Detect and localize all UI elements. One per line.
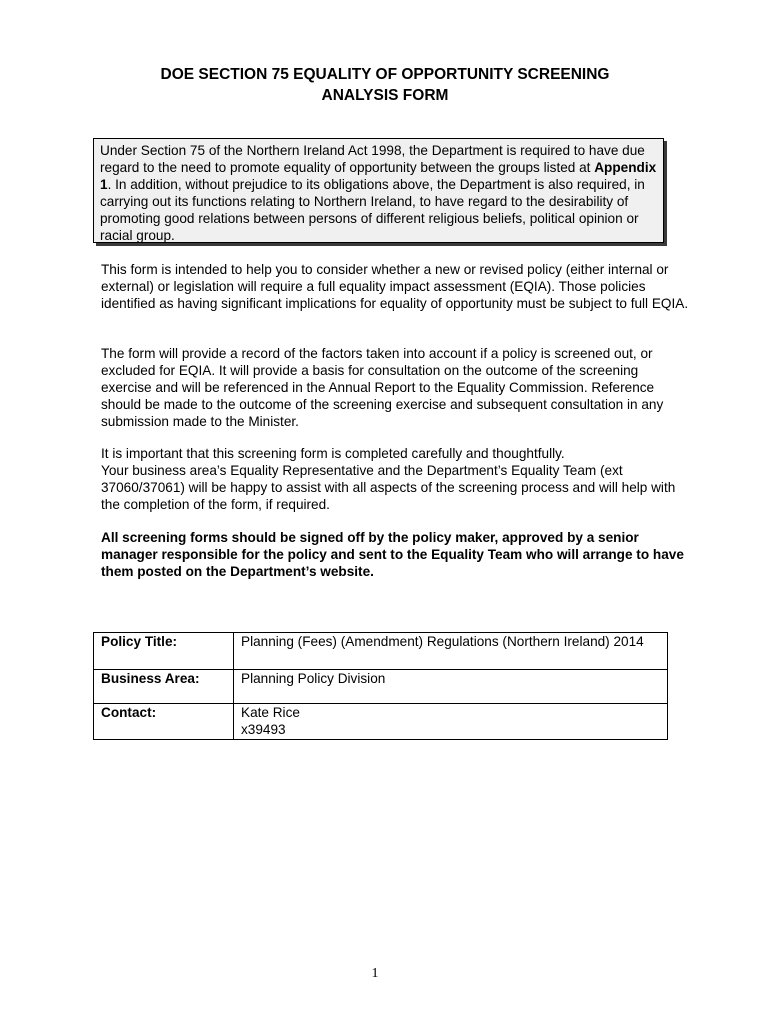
table-row bbox=[94, 704, 668, 740]
paragraph-purpose: This form is intended to help you to consider whether a new or revised policy (either internal or external) or legislation will require a full equality impact assessment (EQIA). Those policies identified as having significant implications for equality of opportunity must be subject to full EQIA. bbox=[101, 262, 689, 311]
contact-label: Contact: bbox=[94, 704, 234, 740]
contact-name: Kate Rice bbox=[241, 705, 300, 720]
paragraph-signoff: All screening forms should be signed off by the policy maker, approved by a senior manager responsible for the policy and sent to the Equality Team who will arrange to have them posted on the Department’s website. bbox=[101, 530, 684, 579]
paragraph-record: The form will provide a record of the factors taken into account if a policy is screened out, or excluded for EQIA. It will provide a basis for consultation on the outcome of the screening exercise and will be referenced in the Annual Report to the Equality Commission. Reference should be made to the outcome of the screening exercise and subsequent consultation in any submission made to the Minister. bbox=[101, 346, 664, 429]
policy-info-table bbox=[93, 632, 668, 740]
paragraph-assistance bbox=[101, 446, 691, 514]
business-area-label: Business Area: bbox=[94, 670, 234, 704]
policy-title-label: Policy Title: bbox=[94, 633, 234, 670]
business-area-value: Planning Policy Division bbox=[234, 670, 668, 704]
table-row bbox=[94, 633, 668, 670]
intro-text-end: . In addition, without prejudice to its obligations above, the Department is also required, in carrying out its functions relating to Northern Ireland, to have regard to the desirability of promoting good relations between persons of different religious beliefs, political opinion or racial group. bbox=[100, 176, 645, 243]
paragraph-assistance-line2: Your business area’s Equality Representative and the Department’s Equality Team (ext 37060/37061) will be happy to assist with all aspects of the screening process and will help with the completion of the form, if required. bbox=[101, 462, 676, 512]
intro-box bbox=[93, 138, 664, 243]
contact-value bbox=[234, 704, 668, 740]
intro-appendix-ref: Appendix 1 bbox=[100, 159, 657, 192]
title-line-2: ANALYSIS FORM bbox=[321, 87, 449, 104]
paragraph-assistance-line1: It is important that this screening form is completed carefully and thoughtfully. bbox=[101, 446, 565, 461]
table-row bbox=[94, 670, 668, 704]
title-line-1: DOE SECTION 75 EQUALITY OF OPPORTUNITY SCREENING bbox=[160, 66, 610, 83]
intro-text-start: Under Section 75 of the Northern Ireland Act 1998, the Department is required to have due regard to the need to promote equality of opportunity between the groups listed at bbox=[100, 143, 645, 175]
contact-extension: x39493 bbox=[241, 721, 286, 737]
page-title bbox=[0, 64, 770, 106]
page-number: 1 bbox=[371, 966, 379, 981]
policy-title-value: Planning (Fees) (Amendment) Regulations (Northern Ireland) 2014 bbox=[234, 633, 668, 670]
